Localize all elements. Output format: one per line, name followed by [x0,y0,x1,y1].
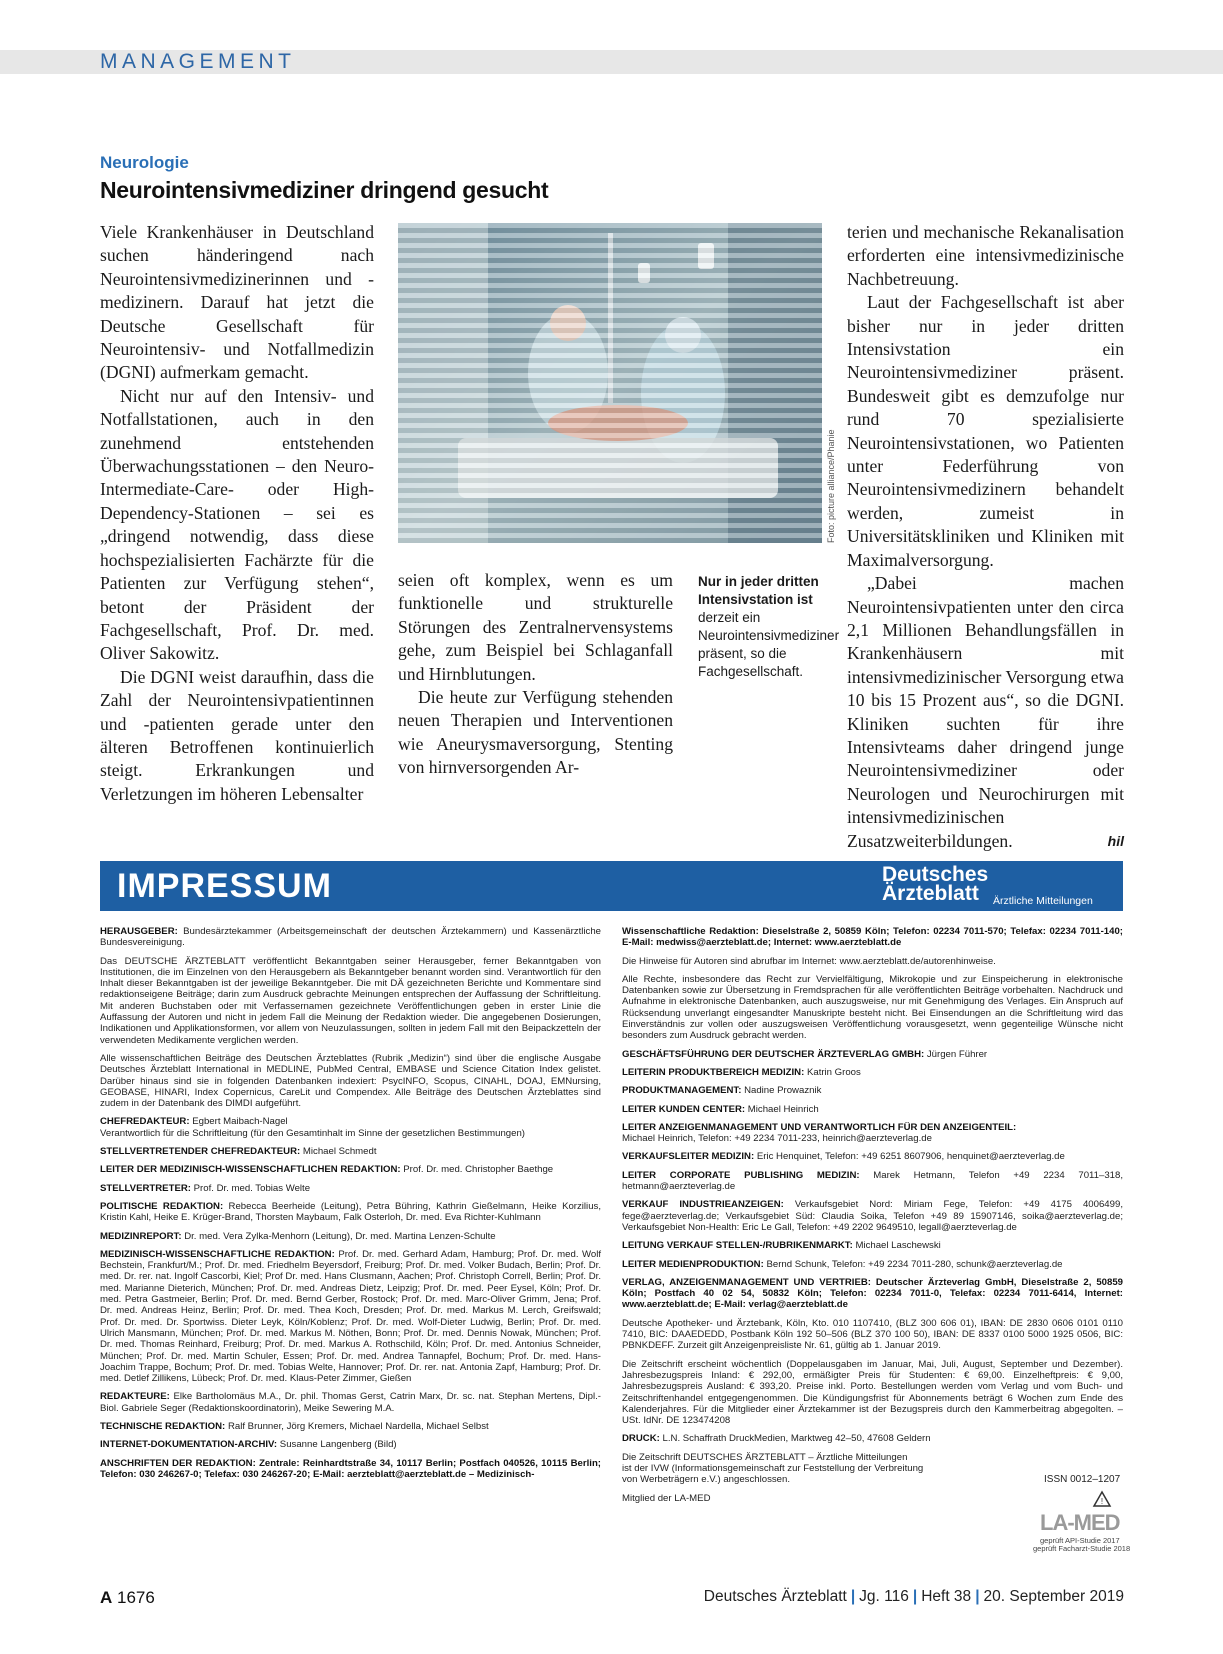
impressum-entry-text: Rebecca Beerheide (Leitung), Petra Bühring, Kathrin Gießelmann, Heike Korzilius, Kristin Kahl, Heike E. Krüger-Brand, Thorsten Maybaum, Falk Osterloh, Dr. med. Eva Richter-Kuhlmann [100,1200,601,1224]
impressum-entry [100,1439,601,1450]
impressum-entry-text: Prof. Dr. med. Christopher Baethge [403,1164,554,1176]
impressum-entry-label: REDAKTEURE: [100,1391,170,1403]
footer-separator: | [975,1588,980,1605]
impressum-entry [100,1164,601,1175]
impressum-entry-label: VERKAUFSLEITER MEDIZIN: [622,1151,755,1163]
impressum-entry [622,926,1123,949]
page-number-value: 1676 [117,1588,155,1607]
journal-logo-line2: Ärzteblatt [882,882,979,905]
journal-logo-subtitle: Ärztliche Mitteilungen [993,895,1093,907]
issn: ISSN 0012–1207 [1044,1474,1121,1485]
impressum-entry-text: Prof. Dr. med. Tobias Welte [193,1182,311,1194]
page-prefix: A [100,1588,113,1607]
impressum-entry [622,1433,1123,1444]
impressum-entry-label: POLITISCHE REDAKTION: [100,1200,224,1212]
impressum-entry-label: MEDIZINREPORT: [100,1230,182,1242]
impressum-entry-text: L.N. Schaffrath DruckMedien, Marktweg 42–50, 47608 Geldern [662,1433,931,1445]
article-column-2 [398,569,673,780]
impressum-entry [622,1122,1123,1145]
article-paragraph-text: „Dabei machen Neurointensivpatienten unter den circa 2,1 Millionen Behandlungsfällen in Krankenhäusern mit intensivmedizinischer Versorgung etwa 10 bis 15 Prozent aus“, so die DGNI. Kliniken suchten für ihre Intensivteams daher dringend junge Neurointensivmediziner oder Neurologen und Neurochirurgen mit intensivmedizinischen Zusatzweiterbildungen. [847,573,1124,851]
section-label: MANAGEMENT [100,50,296,73]
impressum-entry-text: Bernd Schunk, Telefon: +49 2234 7011-280, schunk@aerzteverlag.de [766,1258,1063,1270]
impressum-entry [100,926,601,949]
lamed-note-1: geprüft API-Studie 2017 [1040,1536,1120,1545]
impressum-entry-text: Nadine Prowaznik [744,1085,822,1097]
svg-text:!: ! [1100,1497,1104,1506]
impressum-entry-text: Verkaufsgebiet Nord: Miriam Fege, Telefon: +49 4175 4006499, fege@aerzteverlag.de; Verkaufsgebiet Süd: Claudia Soika, Telefon +49 89 15907146, soika@aerzteverlag.de; Verkaufsgebiet Non-Health: Eric Le Gall, Telefon: +49 2202 9649510, legall@aerzteverlag.de [622,1199,1123,1233]
impressum-entry [100,1458,601,1481]
impressum-column-right [622,926,1123,1511]
footer-date: 20. September 2019 [983,1588,1124,1605]
impressum-entry-label: MEDIZINISCH-WISSENSCHAFTLICHE REDAKTION: [100,1248,335,1260]
impressum-entry-text: Katrin Groos [806,1066,861,1078]
article-paragraph: Laut der Fachgesellschaft ist aber bisher nur in jeder dritten Intensivstation ein Neurointensivmediziner präsent. Bundesweit gibt es demzufolge nur rund 70 spezialisierte Neurointensivstationen, wo Patienten unter Federführung von Neurointensivmedizinern behandelt werden, zumeist in Universitätskliniken und Kliniken mit Maximalversorgung. [847,292,1124,570]
impressum-entry-text: Jürgen Führer [926,1048,988,1060]
impressum-entry [622,1104,1123,1115]
impressum-entry-text: Prof. Dr. med. Gerhard Adam, Hamburg; Prof. Dr. med. Wolf Bechstein, Frankfurt/M.; Prof. Dr. med. Friedhelm Beyersdorf, Freiburg; Prof. Dr. med. Volker Budach, Berlin; Prof. Dr. med. Dr. rer. nat. Ingolf Cascorbi, Kiel; Prof Dr. med. Hans Clusmann, Aachen; Prof. Christoph Correll, Berlin; Prof. Dr. med. Marianne Dieterich, München; Prof. Dr. med. Andreas Dietz, Leipzig; Prof. Dr. med. Peer Eysel, Köln; Prof. Dr. med. Petra Gastmeier, Berlin; Prof. Dr. med. Bernd Gerber, Rostock; Prof. Dr. med. Marc-Oliver Grimm, Jena; Prof. Dr. med. Andreas Heinz, Berlin; Prof. Dr. med. Thea Koch, Dresden; Prof. Dr. med. Markus M. Lerch, Greifswald; Prof. Dr. med. Dr. Sportwiss. Dieter Leyk, Köln/Koblenz; Prof. Dr. med. Wolf-Dieter Ludwig, Berlin; Prof. Dr. med. Ulrich Mansmann, München; Prof. Dr. med. Markus M. Nöthen, Bonn; Prof. Dr. med. Dennis Nowak, München; Prof. Dr. med. Thomas Reinhard, Freiburg; Prof. Dr. med. Markus A. Rothschild, Köln; Prof. Dr. med. Antonius Schneider, München; Prof. Dr. med. Martin Schuler, Essen; Prof. Dr. med. Andrea Tannapfel, Bochum; Prof. Dr. med. Hans-Joachim Trappe, Bochum; Prof. Dr. med. Tobias Welte, Hannover; Prof. Dr. rer. nat. Antonia Zapf, Hamburg; Prof. Dr. med. Detlef Zillikens, Lübeck; Prof. Dr. med. Klaus-Peter Zimmer, Gießen [100,1248,601,1385]
impressum-entry-text: Die Zeitschrift DEUTSCHES ÄRZTEBLATT – Ärztliche Mitteilungen ist der IVW (Informationsgemeinschaft zur Feststellung der Verbreitung von Werbeträgern e.V.) angeschlossen. [622,1451,924,1486]
impressum-entry-text: Deutsche Apotheker- und Ärztebank, Köln, Kto. 010 1107410, (BLZ 300 606 01), IBAN: DE 2830 0606 0101 0110 7410, BIC: DAAEDEDD, Postbank Köln 192 50–506 (BLZ 370 100 50), IBAN: DE 8337 0100 5000 1925 0506, BIC: PBNKDEFF. Zurzeit gilt Anzeigenpreisliste Nr. 61, gültig ab 1. Januar 2019. [622,1317,1123,1352]
impressum-entry-text: Eric Henquinet, Telefon: +49 6251 8607906, henquinet@aerzteverlag.de [756,1151,1065,1163]
caption-lead: Nur in jeder dritten Intensivstation ist [698,574,819,607]
footer-separator: | [850,1588,856,1605]
lamed-logo-text: LA-MED [1040,1510,1120,1535]
article-photo-icu [398,223,822,543]
article-column-3 [847,221,1124,853]
impressum-entry [100,1053,601,1109]
impressum-entry-text: Michael Schmedt [302,1146,377,1158]
footer-separator: | [912,1588,918,1605]
impressum-entry [622,1259,1123,1270]
impressum-entry-label: VERKAUF INDUSTRIEANZEIGEN: [622,1199,784,1211]
impressum-entry-label: PRODUKTMANAGEMENT: [622,1085,742,1097]
impressum-entry [622,1067,1123,1078]
impressum-entry [622,1359,1123,1427]
impressum-entry-label: LEITER ANZEIGENMANAGEMENT UND VERANTWORTLICH FÜR DEN ANZEIGENTEIL: [622,1121,1017,1133]
article-headline: Neurointensivmediziner dringend gesucht [100,177,549,203]
impressum-entry [622,956,1123,967]
article-paragraph: terien und mechanische Rekanalisation erforderten eine intensivmedizinische Nachbetreuung. [847,222,1124,289]
impressum-entry-label: STELLVERTRETER: [100,1182,191,1194]
page-number [100,1588,155,1608]
impressum-entry [100,1249,601,1385]
impressum-entry-label: GESCHÄFTSFÜHRUNG DER DEUTSCHER ÄRZTEVERLAG GMBH: [622,1048,925,1060]
impressum-entry [622,1085,1123,1096]
footer-issue: Heft 38 [921,1588,972,1605]
impressum-entry-label: HERAUSGEBER: [100,926,178,937]
impressum-entry-label: LEITER MEDIENPRODUKTION: [622,1258,764,1270]
footer-volume: Jg. 116 [859,1588,909,1605]
impressum-entry-text: Michael Heinrich, Telefon: +49 2234 7011-233, heinrich@aerzteverlag.de [622,1133,932,1145]
impressum-entry-text: Egbert Maibach-Nagel Verantwortlich für die Schriftleitung (für den Gesamtinhalt im Sinne der gesetzlichen Bestimmungen) [100,1116,525,1139]
footer-journal: Deutsches Ärzteblatt [703,1588,847,1605]
impressum-entry-text: Alle wissenschaftlichen Beiträge des Deutschen Ärzteblattes (Rubrik „Medizin“) sind über die englische Ausgabe Deutsches Ärzteblatt International in MEDLINE, PubMed Central, EMBASE und Science Citation Index gelistet. Darüber hinaus sind sie in folgenden Datenbanken indexiert: PsycINFO, Scopus, CINAHL, DOAJ, EMNursing, GEOBASE, HINARI, Index Copernicus, CareLit und Compendex. Alle Beiträge des Deutschen Ärzteblattes sind zudem in der Datenbank des DIMDI aufgeführt. [100,1052,601,1110]
impressum-entry-text: Bundesärztekammer (Arbeitsgemeinschaft der deutschen Ärztekammern) und Kassenärztliche Bundesvereinigung. [100,926,602,949]
impressum-entry [100,1201,601,1224]
article-column-1 [100,221,374,806]
article-paragraph: Viele Krankenhäuser in Deutschland suchen händeringend nach Neurointensivmedizinerinnen und -medizinern. Darauf hat jetzt die Deutsche Gesellschaft für Neurointensiv- und Notfallmedizin (DGNI) aufmerkam gemacht. [100,222,374,383]
impressum-entry-label: LEITER KUNDEN CENTER: [622,1103,746,1115]
impressum-entry [100,1391,601,1414]
article-paragraph: Die heute zur Verfügung stehenden neuen Therapien und Interventionen wie Aneurysmaversorgung, Stenting von hirnversorgenden Ar- [398,687,673,778]
impressum-column-left [100,926,601,1487]
article-paragraph: seien oft komplex, wenn es um funktionelle und strukturelle Störungen des Zentralnervensystems gehe, zum Beispiel bei Schlaganfall und Hirnblutungen. [398,570,673,684]
impressum-entry-label: STELLVERTRETENDER CHEFREDAKTEUR: [100,1146,301,1158]
impressum-entry-label: DRUCK: [622,1433,660,1445]
impressum-entry-label: TECHNISCHE REDAKTION: [100,1420,226,1432]
impressum-entry-text: Ralf Brunner, Jörg Kremers, Michael Nardella, Michael Selbst [227,1420,489,1432]
impressum-entry-text: Elke Bartholomäus M.A., Dr. phil. Thomas Gerst, Catrin Marx, Dr. sc. nat. Stephan Mertens, Dipl.-Biol. Gabriele Seger (Redaktionskoordinatorin), Meike Sewering M.A. [100,1391,601,1414]
impressum-entry [622,1170,1123,1193]
impressum-entry-label: ANSCHRIFTEN DER REDAKTION: Zentrale: Reinhardtstraße 34, 10117 Berlin; Postfach 040526, 10115 Berlin; Telefon: 030 246267-0; Telefax: 030 246267-20; E-Mail: aerzteblatt@aerzteblatt.de – Medizinisch- [100,1457,601,1480]
impressum-entry-label: INTERNET-DOKUMENTATION-ARCHIV: [100,1439,278,1451]
impressum-entry-text: Michael Laschewski [855,1240,941,1252]
impressum-entry [622,1277,1123,1311]
author-signature: hil [1107,832,1124,849]
impressum-entry [100,1116,601,1139]
impressum-entry [622,1240,1123,1251]
photo-illustration [398,223,822,543]
impressum-entry [100,1146,601,1157]
impressum-entry-text: Dr. med. Vera Zylka-Menhorn (Leitung), Dr. med. Martina Lenzen-Schulte [184,1230,496,1242]
impressum-entry [622,974,1123,1042]
impressum-entry [622,1049,1123,1060]
impressum-entry-text: Die Hinweise für Autoren sind abrufbar im Internet: www.aerzteblatt.de/autorenhinweise. [622,955,996,967]
impressum-entry-label: LEITER CORPORATE PUBLISHING MEDIZIN: [622,1169,860,1181]
impressum-entry-text: Susanne Langenberg (Bild) [279,1439,397,1451]
photo-caption [698,573,840,681]
impressum-entry-text: Alle Rechte, insbesondere das Recht zur Vervielfältigung, Mikrokopie und zur Einspeicherung in elektronische Datenbanken sowie zur Übersetzung in Fremdsprachen für alle veröffentlichten Beiträge vorbehalten. Nachdruck und Aufnahme in elektronische Datenbanken, auch auszugsweise, nur mit Genehmigung des Verlages. Ein Anspruch auf Rücksendung unverlangt eingesandter Manuskripte besteht nicht. Bei Einsendungen an die Schriftleitung wird das Einverständnis zur vollen oder auszugsweisen Veröffentlichung vorausgesetzt, wenn gegenteilige Wünsche nicht besonders zum Ausdruck gebracht werden. [622,973,1123,1042]
article-kicker: Neurologie [100,153,189,172]
article-paragraph: Nicht nur auf den Intensiv- und Notfallstationen, auch in den zunehmend entstehenden Überwachungsstationen – den Neuro-Intermediate-Care- oder High-Dependency-Stationen – sei es „dringend notwendig, dass diese hochspezialisierten Fachärzte für die Patienten zur Verfügung stehen“, betont der Präsident der Fachgesellschaft, Prof. Dr. med. Oliver Sakowitz. [100,385,374,664]
impressum-entry [622,1318,1123,1352]
impressum-entry-label: VERLAG, ANZEIGENMANAGEMENT UND VERTRIEB: Deutscher Ärzteverlag GmbH, Dieselstraße 2, 50859 Köln; Postfach 40 02 54, 50832 Köln; Telefon: 02234 7011-0, Telefax: 02234 7011-6414, Internet: www.aerzteblatt.de; E-Mail: verlag@aerzteblatt.de [622,1276,1123,1311]
journal-logo-line1: Deutsches [882,863,989,886]
impressum-entry-text: Mitglied der LA-MED [622,1492,711,1504]
impressum-entry [100,1183,601,1194]
impressum-entry-label: LEITERIN PRODUKTBEREICH MEDIZIN: [622,1066,805,1078]
photo-credit: Foto: picture alliance/Phanie [826,429,836,543]
impressum-entry-text: Michael Heinrich [747,1103,819,1115]
impressum-entry-text: Das DEUTSCHE ÄRZTEBLATT veröffentlicht Bekanntgaben seiner Herausgeber, ferner Bekanntgaben von Institutionen, die im Einzelnen von den Herausgebern als Bekanntgeber benannt worden sind. Verantwortlich für den Inhalt dieser Bekanntgaben ist der jeweilige Bekanntgeber. Die mit DÄ gezeichneten Berichte und Kommentare sind redaktionseigene Beiträge; darin zum Ausdruck gebrachte Meinungen entsprechen der Auffassung der Schriftleitung. Mit anderen Buchstaben oder mit Verfassernamen gezeichnete Veröffentlichungen geben in erster Linie die Auffassung der Autoren und nicht in jedem Fall die Meinung der Redaktion wieder. Die angegebenen Dosierungen, Indikationen und Applikationsformen, vor allem von Neuzulassungen, sollten in jedem Fall mit den Beipackzetteln der verwendeten Medikamente verglichen werden. [100,955,601,1046]
footer-journal-info [704,1588,1124,1606]
impressum-entry [622,1151,1123,1162]
impressum-entry-text: Marek Hetmann, Telefon +49 2234 7011–318, hetmann@aerzteverlag.de [622,1169,1124,1193]
impressum-entry-text: Die Zeitschrift erscheint wöchentlich (Doppelausgaben im Januar, Mai, Juli, August, September und Dezember). Jahresbezugspreis Inland: € 292,00, ermäßigter Preis für Studenten: € 69,00. Einzelheftpreis: € 9,00, Jahresbezugspreis Ausland: € 393,20. Preise inkl. Porto. Bestellungen werden vom Verlag und vom Buch- und Zeitschriftenhandel entgegengenommen. Die Kündigungsfrist für Abonnements beträgt 6 Wochen zum Ende des Kalenderjahres. Für die Mitglieder einer Ärztekammer ist der Bezugspreis durch den Kammerbeitrag abgegolten. – USt. IdNr. DE 123474208 [622,1358,1123,1427]
impressum-entry-label: CHEFREDAKTEUR: [100,1116,190,1128]
impressum-entry [622,1199,1123,1233]
caption-text: derzeit ein Neurointensivmediziner präsent, so die Fachgesellschaft. [698,610,840,679]
impressum-entry [100,956,601,1046]
lamed-note-2: geprüft Facharzt-Studie 2018 [1033,1544,1131,1553]
impressum-entry [100,1421,601,1432]
impressum-entry-label: Wissenschaftliche Redaktion: Dieselstraße 2, 50859 Köln; Telefon: 02234 7011-570; Telefax: 02234 7011-140; E-Mail: medwiss@aerzteblatt.de; Internet: www.aerzteblatt.de [622,926,1123,949]
article-paragraph: Die DGNI weist daraufhin, dass die Zahl der Neurointensivpatientinnen und -patienten gerade unter den älteren Betroffenen kontinuierlich steigt. Erkrankungen und Verletzungen im höheren Lebensalter [100,666,374,804]
impressum-entry [100,1231,601,1242]
article-paragraph [847,572,1124,853]
impressum-title: IMPRESSUM [117,867,332,905]
impressum-entry-label: LEITER DER MEDIZINISCH-WISSENSCHAFTLICHEN REDAKTION: [100,1164,401,1176]
impressum-entry-label: LEITUNG VERKAUF STELLEN-/RUBRIKENMARKT: [622,1240,853,1252]
